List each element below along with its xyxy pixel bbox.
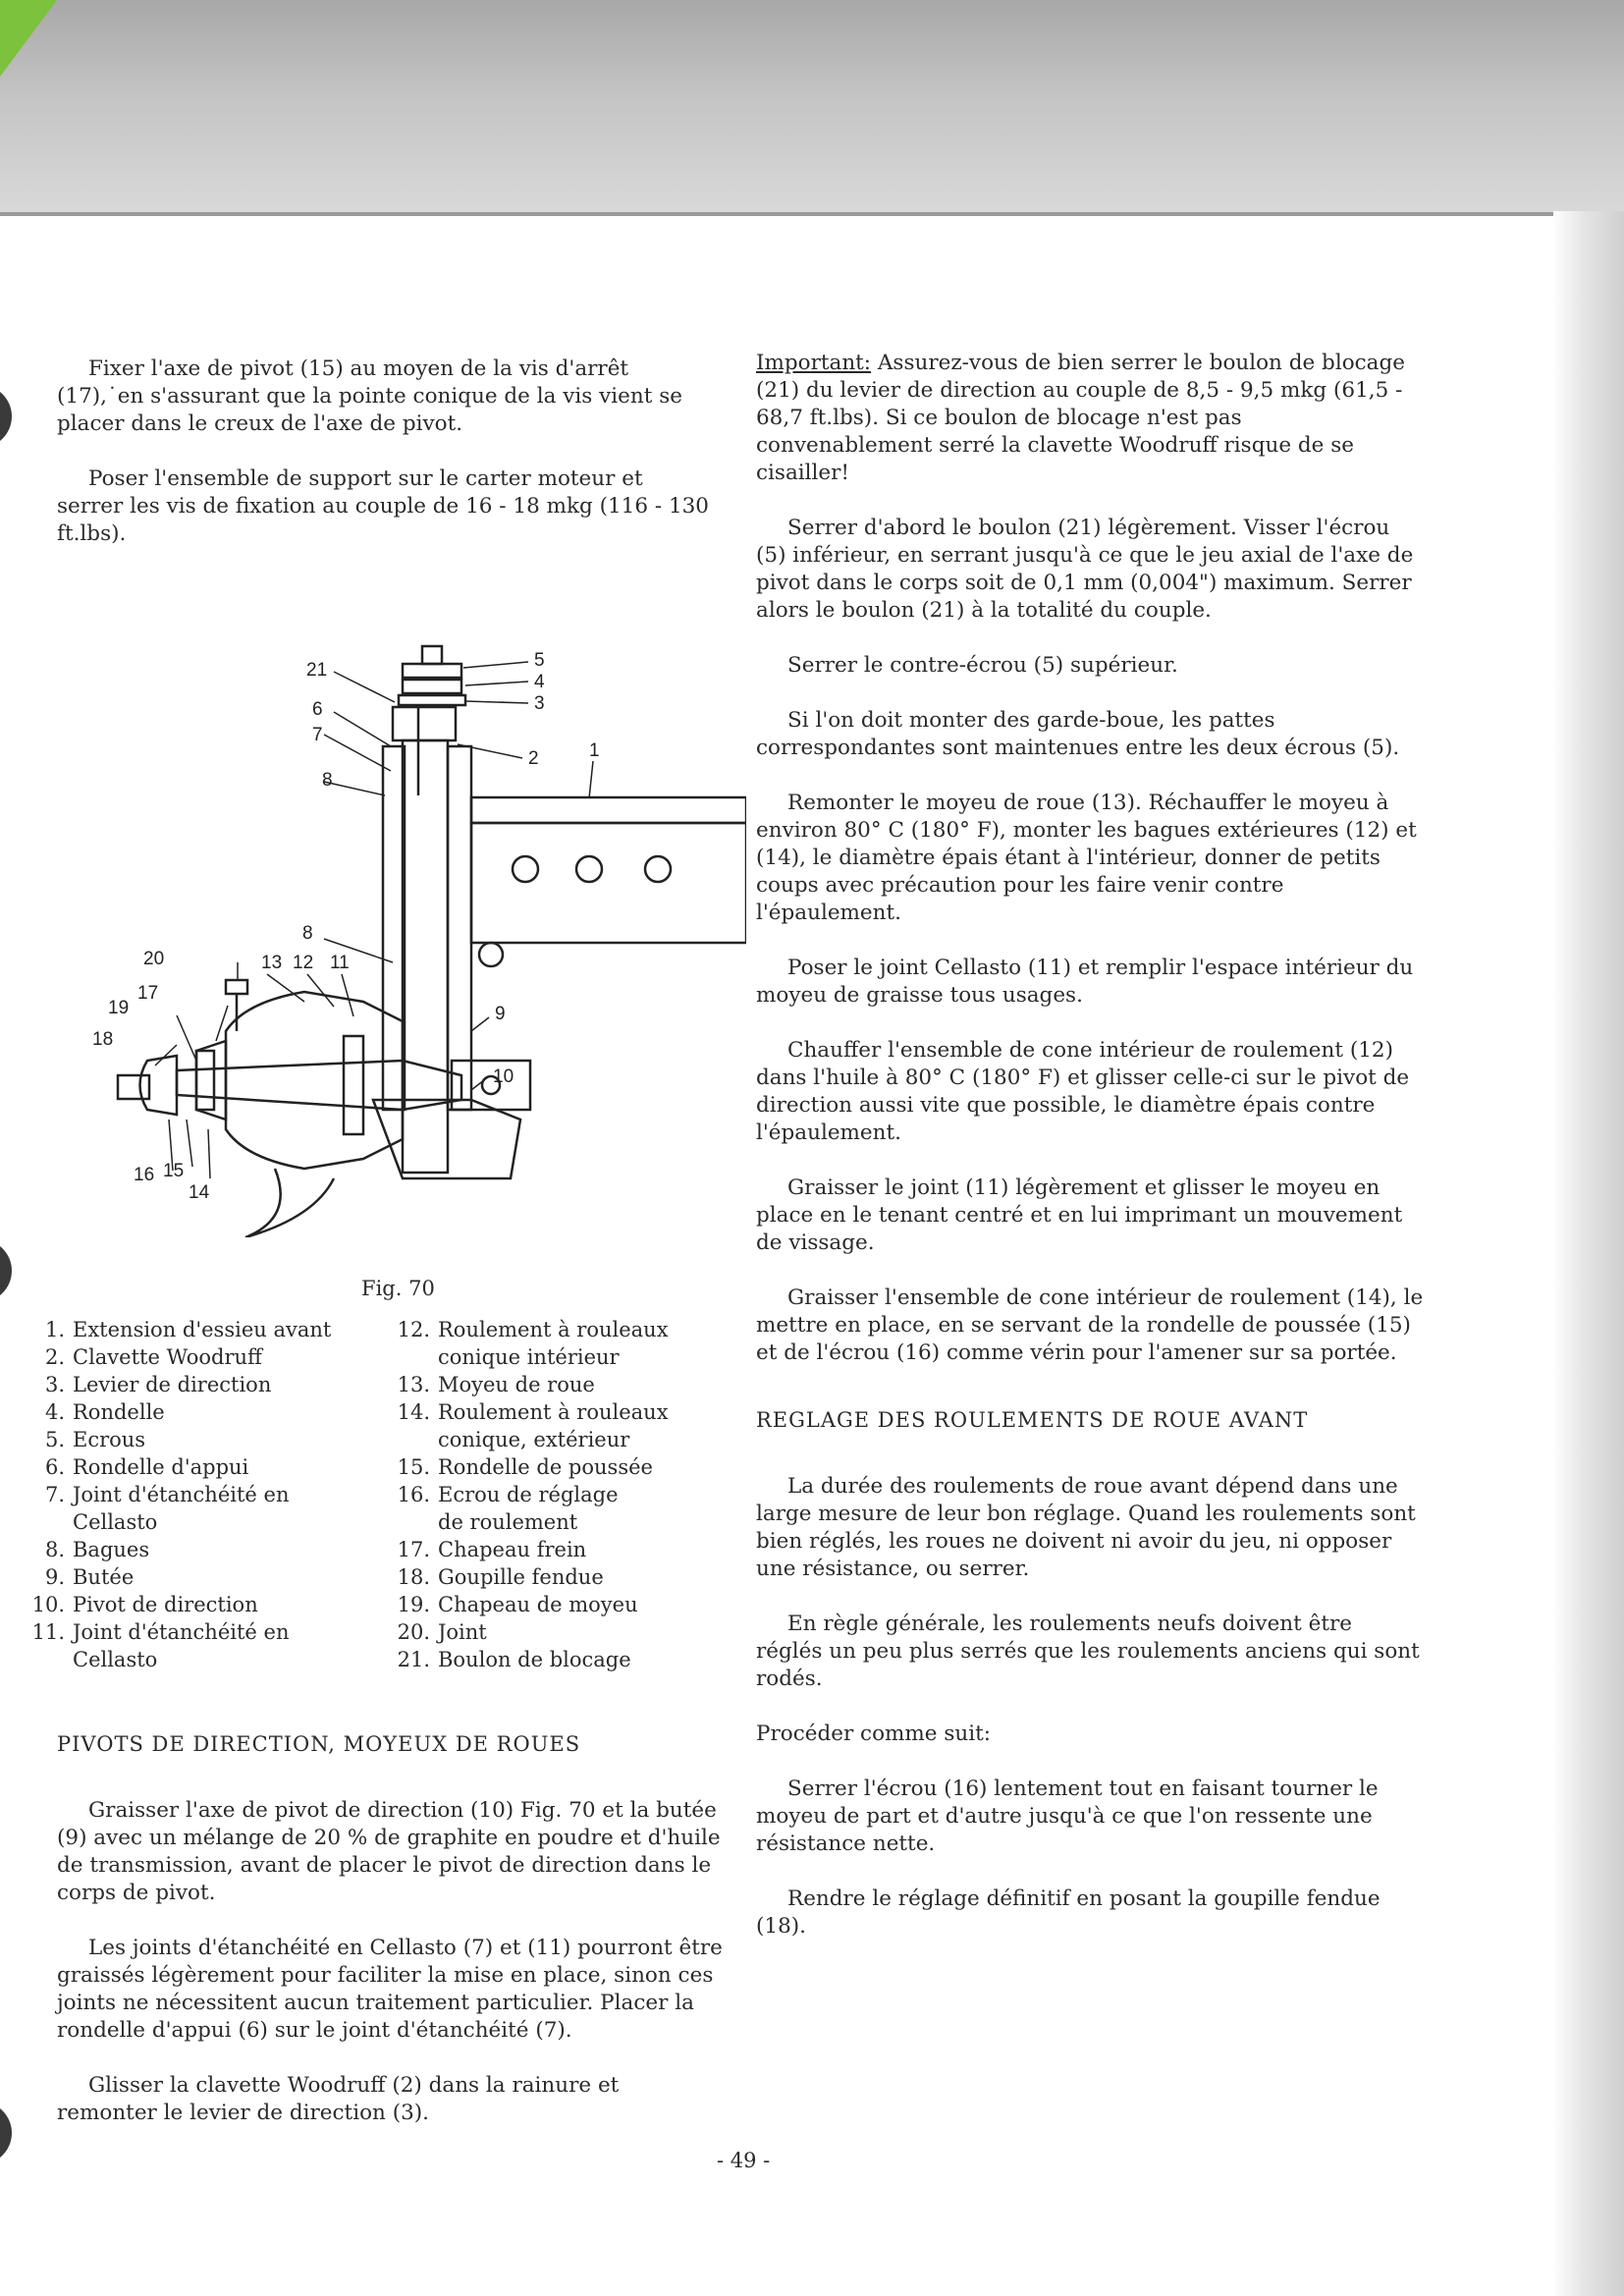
page-right-edge [1553,211,1624,2296]
callout: 11 [330,953,350,973]
legend-right [393,1316,756,1673]
callout: 12 [293,953,314,973]
paragraph: Rendre le réglage définitif en posant la goupille fendue (18). [756,1886,1380,1939]
paragraph: Glisser la clavette Woodruff (2) dans la rainure et remonter le levier de direction (3). [57,2073,620,2125]
paragraph: Remonter le moyeu de roue (13). Réchauffer le moyeu à environ 80° C (180° F), monter les bagues extérieures (12) et (14), le diamètre épais étant à l'intérieur, donner de petits coups avec précaution pour les faire venir contre l'épaulement. [756,791,1417,925]
callout: 21 [306,660,328,681]
section-heading: REGLAGE DES ROULEMENTS DE ROUE AVANT [756,1408,1309,1432]
important-note [756,350,1424,487]
left-section [57,1730,725,2155]
callout: 2 [528,748,539,769]
paragraph: Serrer d'abord le boulon (21) légèrement. Visser l'écrou (5) inférieur, en serrant jusqu'à ce que le jeu axial de l'axe de pivot dans le corps soit de 0,1 mm (0,004") maximum. Serrer alors le boulon (21) à la totalité du couple. [756,516,1414,623]
paragraph: Fixer l'axe de pivot (15) au moyen de la vis d'arrêt (17),˙en s'assurant que la pointe conique de la vis vient se placer dans le creux de l'axe de pivot. [57,356,682,436]
paragraph: Graisser l'axe de pivot de direction (10) Fig. 70 et la butée (9) avec un mélange de 20 % de graphite en poudre et d'huile de transmission, avant de placer le pivot de direction dans le corps de pivot. [57,1798,721,1905]
callout: 17 [137,983,159,1004]
page-top-edge [0,212,1624,216]
callout: 8 [322,770,333,791]
callout: 13 [261,953,283,973]
legend-item: 4. Rondelle [44,1400,165,1424]
scan-background [0,0,1624,214]
paragraph: Graisser l'ensemble de cone intérieur de roulement (14), le mettre en place, en se servant de la rondelle de poussée (15) et de l'écrou (16) comme vérin pour l'amener sur sa portée. [756,1285,1424,1365]
legend-item: 8. Bagues [44,1538,150,1561]
paragraph: Serrer l'écrou (16) lentement tout en faisant tourner le moyeu de part et d'autre jusqu'à ce que l'on ressente une résistance nette. [756,1777,1379,1856]
legend-item: 20. Joint [397,1620,487,1644]
paragraph: Les joints d'étanchéité en Cellasto (7) et (11) pourront être graissés légèrement pour faciliter la mise en place, sinon ces joints ne nécessitent aucun traitement particulier. Placer la rondelle d'appui (6) sur le joint d'étanchéité (7). [57,1936,723,2043]
paragraph: Si l'on doit monter des garde-boue, les pattes correspondantes sont maintenues entre les deux écrous (5). [756,708,1400,760]
right-column [756,350,1424,1968]
callout: 9 [495,1004,506,1024]
legend-item-continued: de roulement [438,1510,578,1534]
important-label: Important: [756,351,872,375]
callout: 20 [143,949,165,969]
paragraph: La durée des roulements de roue avant dépend dans une large mesure de leur bon réglage. Quand les roulements sont bien réglés, les roues ne doivent ni avoir du jeu, ni opposer une résistance, ou serrer. [756,1474,1416,1581]
callout: 18 [92,1029,114,1050]
legend-item: 12. Roulement à rouleaux [397,1318,669,1341]
callout: 1 [589,740,600,761]
legend-item: 19. Chapeau de moyeu [397,1593,638,1616]
legend-item: 7. Joint d'étanchéité en [44,1483,290,1506]
paragraph: Graisser le joint (11) légèrement et glisser le moyeu en place en le tenant centré et en lui imprimant un mouvement de vissage. [756,1175,1403,1255]
legend-item-continued: Cellasto [73,1510,158,1534]
paragraph: Chauffer l'ensemble de cone intérieur de roulement (12) dans l'huile à 80° C (180° F) et glisser celle-ci sur le pivot de direction aussi vite que possible, le diamètre épais contre l'épaulement. [756,1038,1410,1145]
important-text: Assurez-vous de bien serrer le boulon de blocage (21) du levier de direction au couple de 8,5 - 9,5 mkg (61,5 - 68,7 ft.lbs). Si ce boulon de blocage n'est pas convenablement serré la clavette Woodruff risque de se cisailler! [756,351,1405,485]
legend-item: 11. Joint d'étanchéité en [31,1620,290,1644]
legend-item: 5. Ecrous [44,1428,146,1451]
legend-left [27,1316,415,1673]
callout: 6 [312,699,323,720]
binder-hole [0,2102,12,2164]
figure-caption: Fig. 70 [361,1277,435,1300]
binder-hole [0,385,12,448]
callout: 15 [163,1161,185,1181]
legend-item: 15. Rondelle de poussée [397,1455,653,1479]
callout: 4 [534,672,545,692]
paragraph: Procéder comme suit: [756,1722,992,1746]
legend-item: 6. Rondelle d'appui [44,1455,249,1479]
paragraph: Poser l'ensemble de support sur le carter moteur et serrer les vis de fixation au couple de 16 - 18 mkg (116 - 130 ft.lbs). [57,466,709,546]
legend-item-continued: Cellasto [73,1648,158,1671]
callout: 19 [108,998,130,1018]
callout: 3 [534,693,545,714]
binder-hole [0,1239,12,1302]
legend-item: 18. Goupille fendue [397,1565,604,1589]
page-number: - 49 - [717,2149,771,2172]
callout: 8 [302,923,313,944]
legend-item: 16. Ecrou de réglage [397,1483,619,1506]
callout: 14 [189,1182,210,1203]
callout: 5 [534,650,545,671]
legend-item: 3. Levier de direction [44,1373,272,1396]
legend-item: 17. Chapeau frein [397,1538,587,1561]
callout: 7 [312,725,323,745]
left-intro [57,355,715,575]
callout: 16 [134,1165,155,1185]
legend-item: 1. Extension d'essieu avant [44,1318,332,1341]
paragraph: En règle générale, les roulements neufs doivent être réglés un peu plus serrés que les roulements anciens qui sont rodés. [756,1612,1420,1691]
legend-item: 14. Roulement à rouleaux [397,1400,669,1424]
paragraph: Poser le joint Cellasto (11) et remplir l'espace intérieur du moyeu de graisse tous usages. [756,956,1414,1008]
figure-70-diagram [79,629,746,1237]
scan-corner-mark [0,0,57,77]
legend-item-continued: conique intérieur [438,1345,620,1369]
legend-item: 13. Moyeu de roue [397,1373,595,1396]
legend-item-continued: conique, extérieur [438,1428,630,1451]
legend-item: 10. Pivot de direction [31,1593,258,1616]
legend-item: 21. Boulon de blocage [397,1648,631,1671]
legend-item: 9. Butée [44,1565,135,1589]
section-heading: PIVOTS DE DIRECTION, MOYEUX DE ROUES [57,1732,581,1756]
legend-item: 2. Clavette Woodruff [44,1345,262,1369]
paragraph: Serrer le contre-écrou (5) supérieur. [787,653,1178,678]
callout: 10 [493,1066,514,1087]
